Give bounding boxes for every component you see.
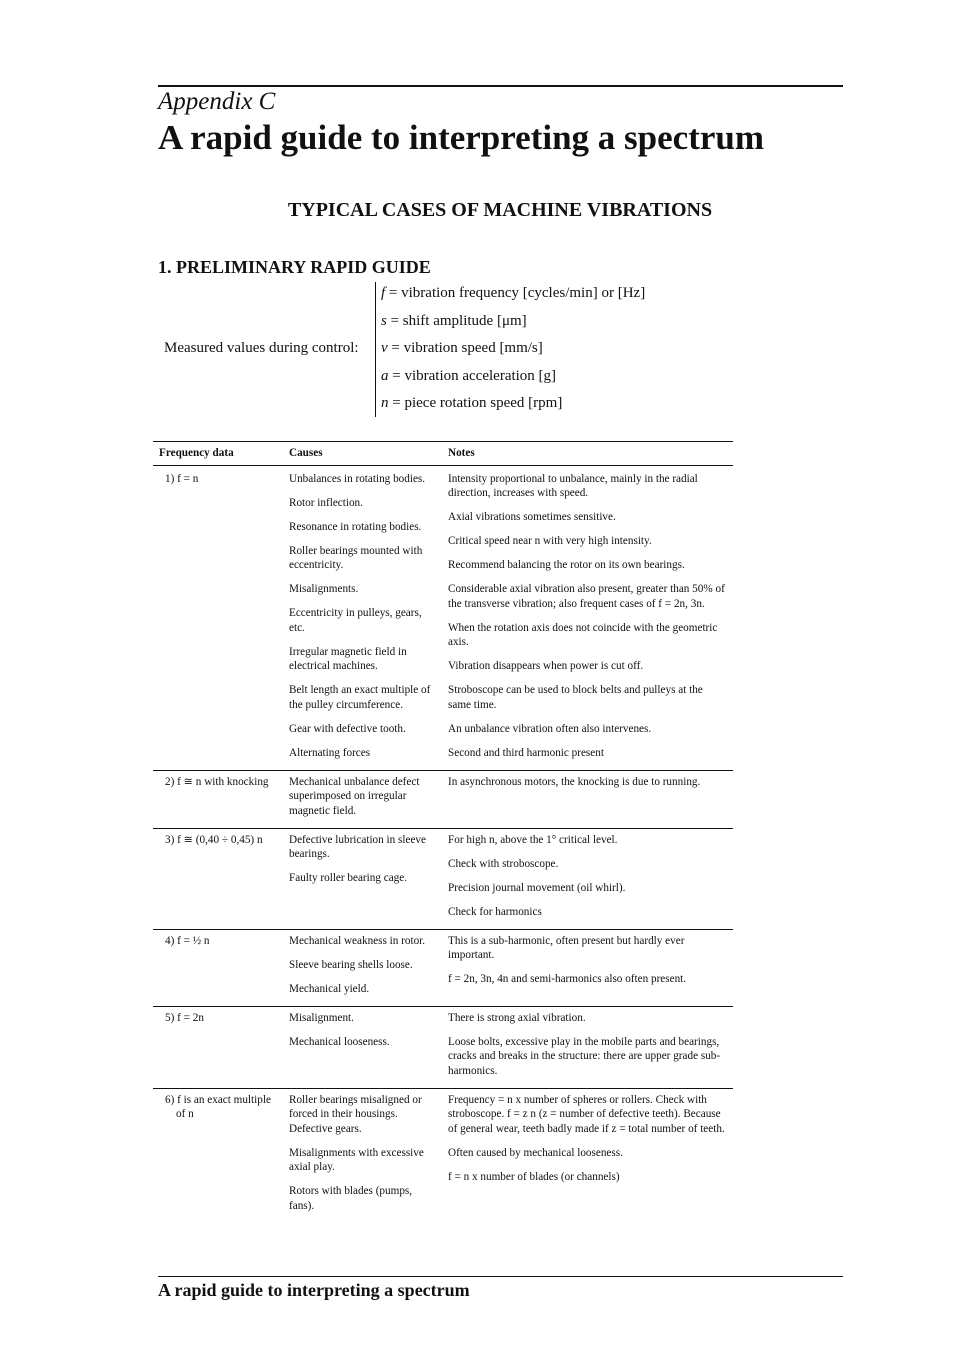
cause-item: Mechanical unbalance defect superimposed on irregular magnetic field. [289,775,420,817]
note-item: When the rotation axis does not coincide with the geometric axis. [448,621,718,648]
frequency-cell: 4) f = ½ n [165,934,210,947]
top-rule [158,85,843,87]
cause-item: Roller bearings misaligned or forced in their housings. Defective gears. [289,1093,422,1135]
note-item: Stroboscope can be used to block belts and pulleys at the same time. [448,684,703,711]
table-row [153,770,733,828]
note-item: Considerable axial vibration also present, greater than 50% of the transverse vibration; also frequent cases of f = 2n, 3n. [448,583,725,610]
table-row [153,828,733,929]
appendix-label: Appendix C [158,88,276,115]
cause-item: Gear with defective tooth. [289,722,406,735]
cause-item: Misalignment. [289,1011,354,1024]
cause-item: Faulty roller bearing cage. [289,872,408,884]
frequency-cell: 1) f = n [165,472,199,485]
vibration-table [153,441,733,1223]
measure-item: f = vibration frequency [cycles/min] or [Hz] [381,285,646,301]
frequency-cell: 5) f = 2n [165,1011,204,1024]
measure-item: s = shift amplitude [μm] [381,312,527,329]
note-item: Second and third harmonic present [448,746,604,759]
footer-title: A rapid guide to interpreting a spectrum [158,1280,470,1300]
cause-item: Alternating forces [289,746,371,759]
header-causes: Causes [283,442,442,466]
header-notes: Notes [442,442,733,466]
note-item: f = 2n, 3n, 4n and semi-harmonics also often present. [448,973,687,985]
note-item: Vibration disappears when power is cut off. [448,660,644,672]
frequency-cell: 6) f is an exact multiple of n [165,1093,271,1120]
footer-rule [158,1276,843,1277]
cause-item: Rotor inflection. [289,496,363,509]
note-item: An unbalance vibration often also intervenes. [448,722,652,735]
cause-item: Irregular magnetic field in electrical machines. [289,645,407,672]
cause-item: Sleeve bearing shells loose. [289,958,413,971]
note-item: Axial vibrations sometimes sensitive. [448,511,616,523]
cause-item: Eccentricity in pulleys, gears, etc. [289,607,422,634]
cause-item: Resonance in rotating bodies. [289,520,422,533]
table-header-row [153,442,733,466]
cause-item: Defective lubrication in sleeve bearings. [289,833,426,860]
measure-item: n = piece rotation speed [rpm] [381,395,563,412]
note-item: Often caused by mechanical looseness. [448,1146,623,1159]
cause-item: Misalignments with excessive axial play. [289,1146,424,1173]
cause-item: Mechanical looseness. [289,1035,390,1048]
section-heading: 1. PRELIMINARY RAPID GUIDE [158,257,431,277]
cause-item: Mechanical weakness in rotor. [289,934,426,947]
cause-item: Unbalances in rotating bodies. [289,472,426,485]
measure-item: v = vibration speed [mm/s] [381,340,543,357]
note-item: For high n, above the 1° critical level. [448,833,618,846]
measured-list [381,282,645,420]
header-frequency: Frequency data [153,442,283,466]
cause-item: Rotors with blades (pumps, fans). [289,1185,413,1212]
cause-item: Mechanical yield. [289,982,370,995]
note-item: In asynchronous motors, the knocking is due to running. [448,775,701,788]
measure-item: a = vibration acceleration [g] [381,367,557,384]
note-item: Check for harmonics [448,905,542,918]
note-item: Recommend balancing the rotor on its own bearings. [448,559,685,571]
page-subtitle: TYPICAL CASES OF MACHINE VIBRATIONS [287,199,713,221]
cause-item: Roller bearings mounted with eccentricity. [289,544,423,571]
note-item: Frequency = n x number of spheres or rollers. Check with stroboscope. f = z n (z = number of defective teeth). Because of general wear, teeth badly made if z = total number of teeth. [448,1093,725,1135]
note-item: Critical speed near n with very high intensity. [448,535,652,547]
note-item: Loose bolts, excessive play in the mobile parts and bearings, cracks and breaks in the structure: there are upper grade sub-harmonics. [448,1035,721,1077]
note-item: This is a sub-harmonic, often present but hardly ever important. [448,934,685,961]
frequency-cell: 3) f ≅ (0,40 ÷ 0,45) n [165,833,263,846]
measured-brace [375,282,376,417]
cause-item: Misalignments. [289,583,359,595]
frequency-cell: 2) f ≅ n with knocking [165,775,269,788]
measured-label: Measured values during control: [164,340,359,356]
note-item: There is strong axial vibration. [448,1011,586,1024]
table-row [153,465,733,770]
note-item: Intensity proportional to unbalance, mainly in the radial direction, increases with speed. [448,472,698,499]
note-item: Check with stroboscope. [448,857,559,870]
note-item: f = n x number of blades (or channels) [448,1170,620,1183]
page-title: A rapid guide to interpreting a spectrum [158,118,765,157]
cause-item: Belt length an exact multiple of the pulley circumference. [289,684,431,711]
note-item: Precision journal movement (oil whirl). [448,881,626,894]
table-row [153,1006,733,1088]
table-row [153,929,733,1006]
table-row [153,1088,733,1223]
